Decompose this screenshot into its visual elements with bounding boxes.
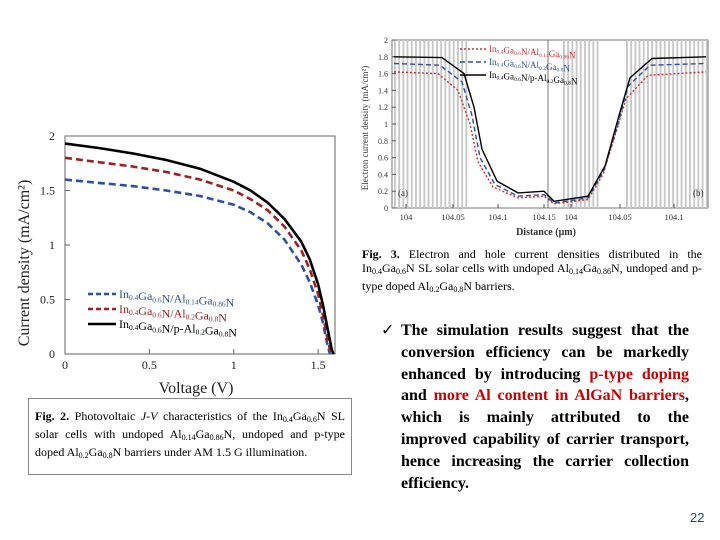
fig3-stripe: [415, 40, 417, 208]
fig2-xtick-label: 0.5: [141, 358, 157, 372]
fig2-ytick-label: 0: [49, 347, 55, 361]
fig2-legend-label-2: In0.4Ga0.6N/p-Al0.2Ga0.8N: [119, 317, 237, 340]
fig3-stripe: [697, 40, 699, 208]
fig2-xtick-label: 0: [62, 358, 68, 372]
fig3-xtick-label: 104.05: [608, 212, 632, 222]
fig3-ytick-label: 1.6: [378, 69, 388, 79]
fig2-xlabel: Voltage (V): [158, 380, 234, 397]
fig3-ytick-label: 0: [384, 204, 388, 213]
fig3-ylabel: Electron current density (mA/cm²): [360, 65, 370, 191]
fig3-stripe: [702, 40, 704, 208]
fig3-ytick-label: 0.2: [378, 187, 388, 197]
fig3-stripe: [672, 40, 674, 208]
fig2-legend-label-1: In0.4Ga0.6N/Al0.2Ga0.8N: [119, 302, 227, 325]
fig2-caption-label: Fig. 2.: [35, 409, 70, 423]
fig3-stripe: [693, 40, 695, 208]
fig2-ytick-label: 1.5: [40, 183, 55, 198]
fig3-stripe: [706, 40, 708, 208]
fig3-ytick-label: 1.8: [378, 52, 388, 62]
fig2-caption: Fig. 2. Photovoltaic J-V characteristics of the $In_{0.4}Ga_{0.6}N$ SL solar cells with undoped $Al_{0.14}Ga_{0.86}N$, undoped and p-type doped $Al_{0.2}Ga_{0.8}N$ barriers under AM 1.5 G illumination.: [35, 409, 346, 460]
bullet-block: [381, 320, 689, 494]
fig3-stripe: [449, 40, 451, 208]
fig3-stripe: [398, 40, 400, 208]
fig3-stripe: [411, 40, 413, 208]
fig3-xtick-label: 104.1: [664, 212, 684, 222]
fig3-stripe: [655, 40, 657, 208]
fig2-legend-label-0: In0.4Ga0.6N/Al0.14Ga0.86N: [119, 287, 235, 310]
fig2-xtick-label: 1.5: [310, 358, 326, 372]
fig2-chart: [0, 128, 345, 400]
fig3-caption: Fig. 3. Electron and hole current densities distributed in the $In_{0.4}Ga_{0.6}N$ SL solar cells with undoped $Al_{0.14}Ga_{0.86}N$, undoped and p-type doped $Al_{0.2}Ga_{0.8}N$ barriers.: [362, 247, 702, 294]
fig3-stripe: [580, 40, 582, 208]
fig3-stripe: [639, 40, 641, 208]
fig3-stripe: [440, 40, 442, 208]
fig2-ytick-label: 1: [49, 238, 55, 252]
fig3-xtick-label: 104.05: [441, 212, 465, 222]
fig3-stripe: [592, 40, 594, 208]
fig2-ytick-label: 0.5: [40, 292, 55, 307]
fig2-xtick-label: 1: [230, 358, 237, 372]
fig3-panel-label-a: (a): [398, 188, 408, 198]
fig3-stripe: [465, 40, 467, 208]
fig3-xtick-label: 104: [564, 212, 578, 222]
fig3-stripe: [423, 40, 425, 208]
fig3-stripe: [457, 40, 459, 208]
fig3-ytick-label: 1: [384, 120, 388, 129]
page-number: 22: [690, 510, 705, 525]
fig3-xtick-label: 104.1: [488, 212, 508, 222]
fig3-stripe: [685, 40, 687, 208]
fig3-ytick-label: 0.6: [378, 153, 388, 163]
fig3-stripe: [676, 40, 678, 208]
fig3-ytick-label: 0.4: [378, 170, 388, 180]
bullet-text: The simulation results suggest that the conversion efficiency can be markedly enhanced by introducing p-type doping and more Al content in AlGaN barriers, which is mainly attributed to the improved capability of carrier transport, hence increasing the carrier collection efficiency.: [401, 322, 690, 492]
fig3-panel-label-b: (b): [693, 188, 704, 198]
fig3-stripe: [432, 40, 434, 208]
fig3-stripe: [681, 40, 683, 208]
fig2-ytick-label: 2: [49, 129, 55, 143]
fig3-ytick-label: 0.8: [378, 136, 388, 146]
fig3-caption-label: Fig. 3.: [362, 247, 400, 261]
fig3-stripe: [571, 40, 573, 208]
fig3-stripe: [407, 40, 409, 208]
fig3-xtick-label: 104: [399, 212, 413, 222]
fig3-xtick-label: 104.15: [532, 212, 556, 222]
fig3-stripe: [461, 40, 463, 208]
fig3-stripe: [584, 40, 586, 208]
fig3-legend-label-1: In0.4Ga0.6N/Al0.2Ga0.8N: [489, 57, 570, 74]
fig3-chart: [358, 36, 720, 240]
fig3-xlabel: Distance (μm): [516, 227, 576, 238]
fig3-stripe: [576, 40, 578, 208]
fig3-legend-label-2: In0.4Ga0.6N/p-Al0.2Ga0.8N: [489, 70, 578, 87]
fig2-ylabel: Current density (mA/cm²): [16, 179, 33, 347]
fig3-stripe: [402, 40, 404, 208]
fig3-ytick-label: 2: [384, 36, 388, 45]
fig3-ytick-label: 1.4: [378, 86, 388, 96]
fig3-stripe: [630, 40, 632, 208]
fig3-stripe: [634, 40, 636, 208]
fig3-stripe: [444, 40, 446, 208]
fig3-stripe: [689, 40, 691, 208]
fig3-stripe: [626, 40, 628, 208]
fig3-ytick-label: 1.2: [378, 103, 388, 113]
checkmark-icon: ✓: [381, 322, 395, 339]
fig3-stripe: [588, 40, 590, 208]
fig3-stripe: [664, 40, 666, 208]
fig3-stripe: [647, 40, 649, 208]
fig3-legend-label-0: In0.4Ga0.6N/Al0.14Ga0.86N: [489, 44, 576, 61]
fig3-stripe: [419, 40, 421, 208]
fig2-caption-box: [28, 398, 352, 475]
